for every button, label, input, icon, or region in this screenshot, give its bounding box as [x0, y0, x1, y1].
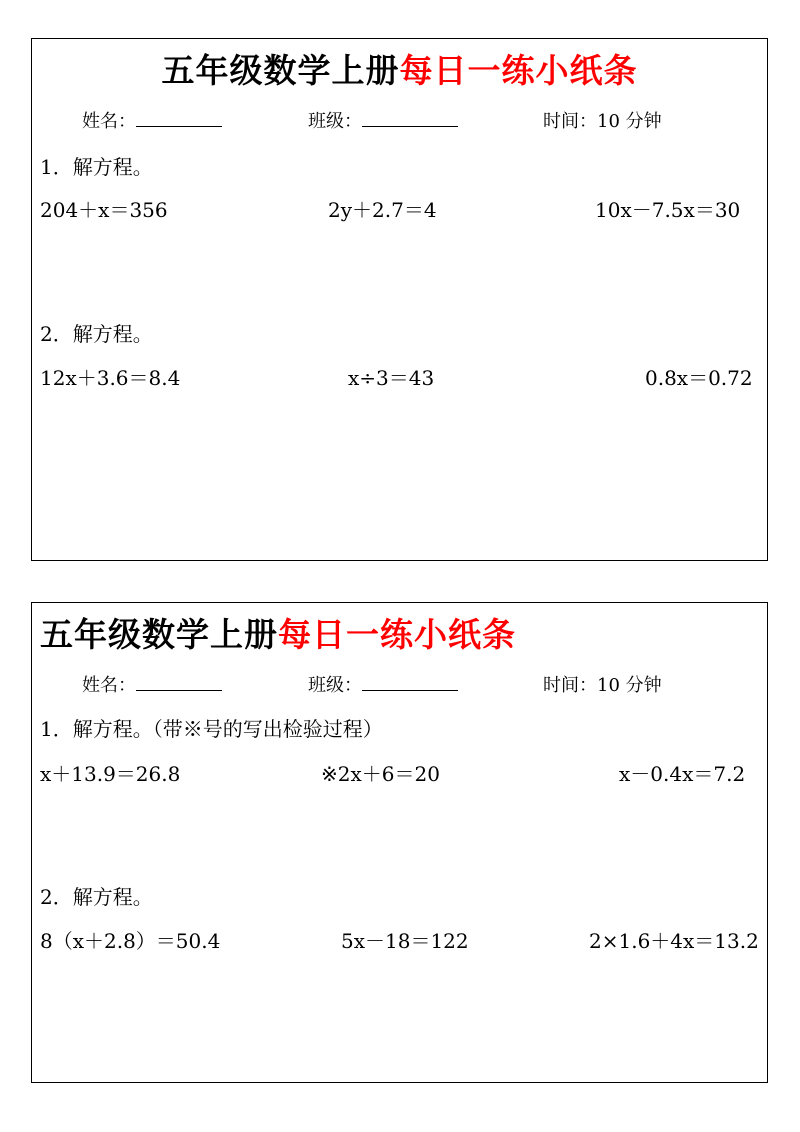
equation: ※2x＋6＝20	[321, 762, 440, 786]
sheet-title	[40, 609, 516, 656]
time-label: 时间：10 分钟	[543, 111, 662, 132]
title-black-part: 五年级数学上册	[40, 615, 278, 654]
practice-sheet-2	[31, 602, 768, 1083]
question-1-heading: 1．解方程。	[40, 155, 153, 179]
class-blank[interactable]	[362, 110, 458, 127]
equation: 8（x＋2.8）＝50.4	[40, 929, 221, 953]
class-label: 班级：	[308, 675, 362, 696]
name-field[interactable]	[82, 671, 222, 697]
equation: x＋13.9＝26.8	[40, 762, 181, 786]
class-label: 班级：	[308, 111, 362, 132]
class-blank[interactable]	[362, 674, 458, 691]
equation: x－0.4x＝7.2	[619, 762, 746, 786]
title-red-part: 每日一练小纸条	[278, 615, 516, 654]
name-label: 姓名：	[82, 111, 136, 132]
question-2-heading: 2．解方程。	[40, 885, 153, 909]
equation: x÷3＝43	[348, 366, 435, 390]
name-blank[interactable]	[136, 674, 222, 691]
equation: 10x－7.5x＝30	[595, 198, 741, 222]
title-black-part: 五年级数学上册	[161, 51, 400, 90]
equation: 0.8x＝0.72	[645, 366, 753, 390]
question-1-heading: 1．解方程。（带※号的写出检验过程）	[40, 717, 383, 741]
question-2-heading: 2．解方程。	[40, 322, 153, 346]
title-red-part: 每日一练小纸条	[399, 51, 638, 90]
sheet-title	[32, 45, 767, 92]
equation: 2y＋2.7＝4	[328, 198, 437, 222]
equation: 2×1.6＋4x＝13.2	[589, 929, 759, 953]
equation: 5x－18＝122	[341, 929, 469, 953]
class-field[interactable]	[308, 671, 458, 697]
time-label: 时间：10 分钟	[543, 675, 662, 696]
name-field[interactable]	[82, 107, 222, 133]
equation: 204＋x＝356	[40, 198, 168, 222]
class-field[interactable]	[308, 107, 458, 133]
equation: 12x＋3.6＝8.4	[40, 366, 181, 390]
practice-sheet-1	[31, 38, 768, 561]
name-label: 姓名：	[82, 675, 136, 696]
name-blank[interactable]	[136, 110, 222, 127]
